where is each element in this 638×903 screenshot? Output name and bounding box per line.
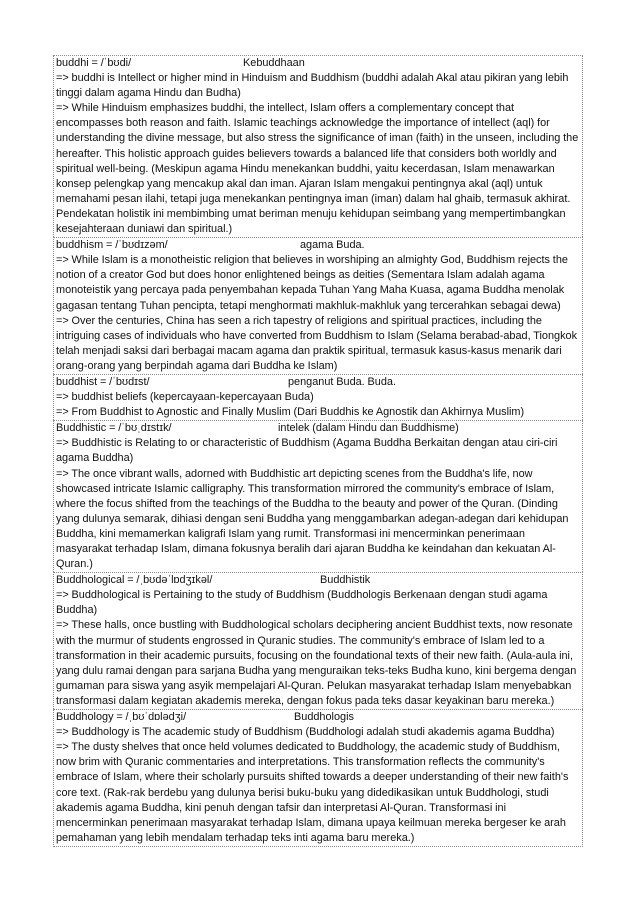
- entry-paragraph: => The once vibrant walls, adorned with Buddhistic art depicting scenes from the Buddha's life, now showcased intricate Islamic calligraphy. This transformation mirrored the community's embrace of Islam, where the focus shifted from the teachings of the Buddha to the beauty and power of the Quran. (Dinding yang dulunya semarak, dihiasi dengan seni Buddha yang menggambarkan adegan-adegan dari kehidupan Buddha, kini memamerkan kaligrafi Islam yang rumit. Transformasi ini mencerminkan penerimaan masyarakat terhadap Islam, dimana fokusnya beralih dari ajaran Buddha ke keindahan dan kekuatan Al-Quran.): [56, 467, 569, 571]
- entry-paragraph: => Buddhistic is Relating to or characteristic of Buddhism (Agama Buddha Berkaitan dengan atau ciri-ciri agama Buddha): [56, 437, 558, 465]
- entry-paragraph: => The dusty shelves that once held volumes dedicated to Buddhology, the academic study of Buddhism, now brim with Quranic commentaries and interpretations. This transformation reflects the community's embrace of Islam, where their scholarly pursuits shifted towards a deeper understanding of their new faith's core text. (Rak-rak berdebu yang dulunya berisi buku-buku yang didedikasikan untuk Buddhologi, studi akademis agama Buddha, kini penuh dengan tafsir dan interpretasi Al-Quran. Transformasi ini mencerminkan penerimaan masyarakat terhadap Islam, dimana upaya keilmuan mereka bergeser ke arah pemahaman yang lebih mendalam terhadap teks inti agama baru mereka.): [56, 741, 569, 844]
- entry-buddhology: [53, 709, 583, 847]
- entry-buddhological: [53, 572, 583, 709]
- entry-translation: Buddhistik: [320, 574, 371, 587]
- entry-buddhistic: [53, 420, 583, 572]
- entry-paragraph: => While Islam is a monotheistic religion that believes in worshiping an almighty God, Buddhism rejects the notion of a creator God but does honor enlightened beings as deities (Sementara Islam adalah agama monoteistik yang percaya pada penyembahan kepada Tuhan Yang Maha Kuasa, agama Buddha menolak gagasan tentang Tuhan pencipta, tetapi menghormati makhluk-makhluk yang tercerahkan sebagai dewa): [56, 254, 568, 312]
- entry-term: Buddhistic = /ˈbʊˌdɪstɪk/: [56, 422, 172, 435]
- entry-paragraph: => Buddhological is Pertaining to the study of Buddhism (Buddhologis Berkenaan dengan studi agama Buddha): [56, 589, 548, 617]
- entry-translation: agama Buda.: [300, 239, 365, 252]
- entry-paragraph: => buddhist beliefs (kepercayaan-kepercayaan Buda): [56, 391, 314, 404]
- entry-translation: Buddhologis: [294, 711, 354, 724]
- entry-term: Buddhology = /ˌbʊˈdɒlədʒi/: [56, 711, 187, 724]
- entry-translation: penganut Buda. Buda.: [288, 375, 396, 388]
- entry-buddhism: [53, 237, 583, 374]
- dictionary-page: [53, 55, 583, 847]
- entry-paragraph: => While Hinduism emphasizes buddhi, the intellect, Islam offers a complementary concept that encompasses both reason and faith. Islamic teachings acknowledge the importance of intellect (aql) for understanding the divine message, but also stress the significance of iman (faith) in the unseen, including the hereafter. This holistic approach guides believers towards a balanced life that considers both worldly and spiritual well-being. (Meskipun agama Hindu menekankan buddhi, yaitu kecerdasan, Islam menawarkan konsep pelengkap yang mencakup akal dan iman. Ajaran Islam mengakui pentingnya akal (aql) untuk memahami pesan ilahi, tetapi juga menekankan pentingnya iman (iman) dalam hal ghaib, termasuk akhirat. Pendekatan holistik ini membimbing umat beriman menuju kehidupan seimbang yang mempertimbangkan kesejahteraan duniawi dan spiritual.): [56, 102, 579, 236]
- entry-paragraph: => From Buddhist to Agnostic and Finally Muslim (Dari Buddhis ke Agnostik dan Akhirnya Muslim): [56, 406, 525, 419]
- entry-paragraph: => These halls, once bustling with Buddhological scholars deciphering ancient Buddhist texts, now resonate with the murmur of students engrossed in Quranic studies. The community's embrace of Islam led to a transformation in their academic pursuits, focusing on the foundational texts of their new faith. (Aula-aula ini, yang dulu ramai dengan para sarjana Budha yang menguraikan teks-teks Budha kuno, kini bergema dengan gumaman para siswa yang asyik mempelajari Al-Quran. Pelukan masyarakat terhadap Islam menyebabkan transformasi dalam kegiatan akademis mereka, dengan fokus pada teks dasar keyakinan baru mereka.): [56, 619, 577, 707]
- entry-translation: intelek (dalam Hindu dan Buddhisme): [278, 422, 459, 435]
- entry-term: buddhism = /ˈbʊdɪzəm/: [56, 239, 168, 252]
- entry-paragraph: => Over the centuries, China has seen a rich tapestry of religions and spiritual practices, including the intriguing cases of individuals who have converted from Buddhism to Islam (Selama berabad-abad, Tiongkok telah menjadi saksi dari berbagai macam agama dan praktik spiritual, termasuk kasus-kasus menarik dari orang-orang yang berpindah agama dari Buddha ke Islam): [56, 314, 578, 372]
- entry-buddhist: [53, 374, 583, 420]
- entry-header: [56, 375, 580, 390]
- entry-buddhi: [53, 55, 583, 237]
- entry-translation: Kebuddhaan: [243, 57, 305, 69]
- entry-paragraph: => buddhi is Intellect or higher mind in Hinduism and Buddhism (buddhi adalah Akal atau pikiran yang lebih tinggi dalam agama Hindu dan Budha): [56, 72, 569, 100]
- entry-header: [56, 573, 580, 588]
- entry-header: [56, 56, 580, 71]
- entry-term: buddhi = /ˈbʊdi/: [56, 57, 132, 69]
- entry-header: [56, 421, 580, 436]
- entry-paragraph: => Buddhology is The academic study of Buddhism (Buddhologi adalah studi akademis agama Buddha): [56, 726, 555, 739]
- entry-header: [56, 710, 580, 725]
- entry-term: Buddhological = /ˌbʊdəˈlɒdʒɪkəl/: [56, 574, 213, 587]
- entry-term: buddhist = /ˈbʊdɪst/: [56, 375, 150, 388]
- entry-header: [56, 238, 580, 253]
